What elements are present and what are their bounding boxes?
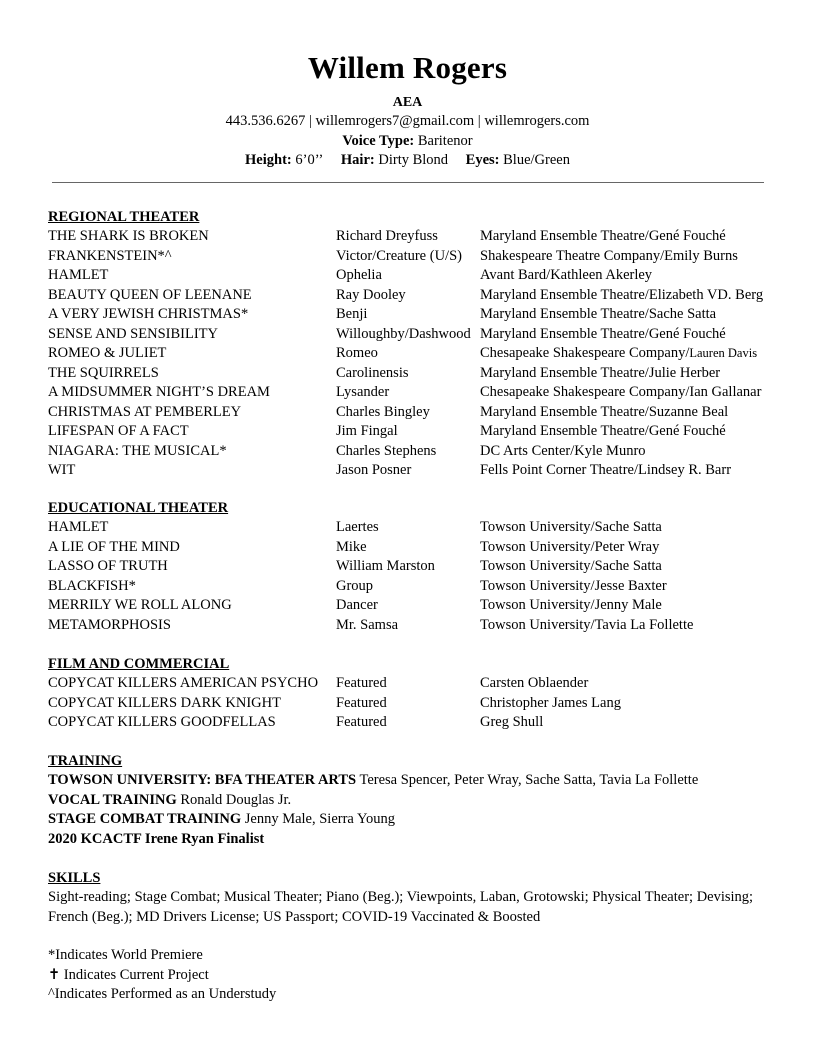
- training-item: [48, 810, 778, 830]
- credit-row: [0, 577, 815, 597]
- skills-text: [48, 888, 778, 927]
- credit-venue: Shakespeare Theatre Company/Emily Burns: [480, 247, 738, 264]
- credit-venue: Fells Point Corner Theatre/Lindsey R. Barr: [480, 462, 732, 478]
- credit-role: Richard Dreyfuss: [336, 228, 438, 244]
- credit-show: A LIE OF THE MIND: [48, 538, 180, 555]
- credit-show: BLACKFISH*: [48, 577, 136, 594]
- resume-name: Willem Rogers: [307, 50, 508, 85]
- credit-venue: Towson University/Jesse Baxter: [480, 577, 667, 594]
- skills-line: Sight-reading; Stage Combat; Musical Theater; Piano (Beg.); Viewpoints, Laban, Grotowski; Physical Theater; Devising;: [48, 889, 754, 905]
- credit-show: SENSE AND SENSIBILITY: [48, 325, 218, 342]
- credit-venue: Towson University/Sache Satta: [480, 558, 662, 574]
- credit-show: WIT: [48, 462, 76, 478]
- credit-role: Romeo: [336, 345, 378, 361]
- credit-venue: Maryland Ensemble Theatre/Elizabeth VD. Berg: [480, 286, 764, 303]
- hair-label: Hair:: [340, 152, 375, 168]
- educational-theater-list: [0, 518, 815, 635]
- note-current-project: ✝ Indicates Current Project: [48, 966, 209, 983]
- credit-venue: Towson University/Peter Wray: [480, 538, 660, 555]
- voice-type: [0, 132, 815, 151]
- credit-role: Mike: [336, 538, 367, 555]
- credit-show: THE SHARK IS BROKEN: [48, 228, 209, 244]
- film-commercial-list: [0, 674, 815, 733]
- credit-row: [0, 538, 815, 558]
- credit-venue: Greg Shull: [480, 714, 544, 730]
- credit-role: Featured: [336, 694, 387, 711]
- regional-theater-list: [0, 227, 815, 481]
- credit-row: [0, 422, 815, 442]
- credit-role: Benji: [336, 306, 368, 322]
- credit-venue: Maryland Ensemble Theatre/Julie Herber: [480, 364, 721, 381]
- credit-show: HAMLET: [48, 267, 109, 283]
- credit-venue: Carsten Oblaender: [480, 675, 589, 691]
- credit-venue: Avant Bard/Kathleen Akerley: [480, 267, 653, 283]
- eyes-value: Blue/Green: [503, 152, 570, 168]
- legend-notes: [48, 946, 778, 1005]
- credit-role: Jason Posner: [336, 462, 412, 478]
- physical-stats: [0, 151, 815, 170]
- credit-venue: Towson University/Tavia La Follette: [480, 616, 694, 633]
- credit-show: COPYCAT KILLERS DARK KNIGHT: [48, 694, 281, 711]
- training-heading: TRAINING: [48, 753, 123, 769]
- credit-venue: Maryland Ensemble Theatre/Sache Satta: [480, 306, 717, 322]
- credit-row: [0, 266, 815, 286]
- credit-role: Charles Stephens: [336, 442, 437, 459]
- credit-show: BEAUTY QUEEN OF LEENANE: [48, 286, 252, 303]
- credit-row: [0, 596, 815, 616]
- training-item: [48, 830, 778, 850]
- credit-venue: Chesapeake Shakespeare Company/Ian Gallanar: [480, 384, 762, 400]
- credit-row: [0, 616, 815, 636]
- credit-role: William Marston: [336, 558, 435, 574]
- film-commercial-heading: FILM AND COMMERCIAL: [48, 656, 230, 672]
- credit-row: [0, 227, 815, 247]
- training-item-label: 2020 KCACTF Irene Ryan Finalist: [48, 830, 265, 847]
- credit-show: NIAGARA: THE MUSICAL*: [48, 442, 227, 459]
- skills-heading: SKILLS: [48, 870, 101, 886]
- regional-theater-heading: REGIONAL THEATER: [48, 209, 200, 225]
- training-item-text: Teresa Spencer, Peter Wray, Sache Satta, Tavia La Follette: [356, 772, 699, 788]
- credit-show: A MIDSUMMER NIGHT’S DREAM: [48, 384, 270, 400]
- credit-row: [0, 557, 815, 577]
- credit-row: [0, 403, 815, 423]
- credit-role: Jim Fingal: [336, 423, 398, 439]
- credit-role: Lysander: [336, 384, 390, 400]
- credit-row: [0, 713, 815, 733]
- credit-venue: Maryland Ensemble Theatre/Gené Fouché: [480, 423, 726, 439]
- credit-role: Ray Dooley: [336, 286, 406, 303]
- credit-role: Willoughby/Dashwood: [336, 325, 471, 342]
- credit-venue-company: Chesapeake Shakespeare Company/: [480, 345, 690, 361]
- credit-show: COPYCAT KILLERS GOODFELLAS: [48, 714, 276, 730]
- credit-venue: DC Arts Center/Kyle Munro: [480, 442, 646, 459]
- credit-show: ROMEO & JULIET: [48, 345, 167, 361]
- training-list: [48, 771, 778, 849]
- credit-show: CHRISTMAS AT PEMBERLEY: [48, 403, 242, 420]
- credit-show: THE SQUIRRELS: [48, 364, 159, 381]
- credit-venue: Christopher James Lang: [480, 694, 621, 711]
- credit-role: Mr. Samsa: [336, 616, 399, 633]
- credit-row: [0, 518, 815, 538]
- credit-role: Ophelia: [336, 267, 382, 283]
- credit-row: [0, 442, 815, 462]
- credit-venue: Towson University/Sache Satta: [480, 519, 662, 535]
- note-understudy: ^Indicates Performed as an Understudy: [48, 986, 277, 1002]
- height-label: Height:: [245, 152, 292, 168]
- credit-row: [0, 325, 815, 345]
- credit-row: [0, 344, 815, 364]
- credit-venue-director: Lauren Davis: [689, 346, 758, 360]
- training-item-text: Ronald Douglas Jr.: [176, 791, 292, 808]
- credit-show: HAMLET: [48, 519, 109, 535]
- credit-venue: Towson University/Jenny Male: [480, 597, 662, 613]
- credit-show: LASSO OF TRUTH: [48, 558, 168, 574]
- header-divider: [52, 182, 764, 183]
- voice-type-value: Baritenor: [417, 133, 473, 149]
- credit-show: MERRILY WE ROLL ALONG: [48, 597, 232, 613]
- training-item-label: VOCAL TRAINING: [48, 791, 177, 808]
- credit-row: [0, 383, 815, 403]
- training-item: [48, 771, 778, 791]
- training-item-label: TOWSON UNIVERSITY: BFA THEATER ARTS: [48, 772, 357, 788]
- contact-info: 443.536.6267 | willemrogers7@gmail.com | willemrogers.com: [225, 113, 590, 129]
- credit-show: FRANKENSTEIN*^: [48, 247, 172, 264]
- credit-venue: Maryland Ensemble Theatre/Gené Fouché: [480, 228, 726, 244]
- credit-row: [0, 247, 815, 267]
- credit-role: Victor/Creature (U/S): [336, 247, 462, 264]
- credit-venue: [480, 344, 757, 364]
- height-value: 6’0’’: [295, 152, 324, 168]
- educational-theater-heading: EDUCATIONAL THEATER: [48, 500, 229, 516]
- credit-row: [0, 305, 815, 325]
- training-item: [48, 791, 778, 811]
- credit-show: A VERY JEWISH CHRISTMAS*: [48, 306, 249, 322]
- credit-venue: Maryland Ensemble Theatre/Gené Fouché: [480, 325, 726, 342]
- credit-show: LIFESPAN OF A FACT: [48, 423, 189, 439]
- credit-role: Featured: [336, 675, 387, 691]
- credit-role: Group: [336, 577, 374, 594]
- eyes-label: Eyes:: [465, 152, 500, 168]
- credit-role: Featured: [336, 714, 387, 730]
- voice-type-label: Voice Type:: [342, 133, 415, 149]
- training-item-text: Jenny Male, Sierra Young: [241, 811, 395, 827]
- credit-show: COPYCAT KILLERS AMERICAN PSYCHO: [48, 675, 319, 691]
- credit-row: [0, 674, 815, 694]
- credit-show: METAMORPHOSIS: [48, 616, 171, 633]
- credit-role: Carolinensis: [336, 364, 409, 381]
- credit-row: [0, 286, 815, 306]
- credit-row: [0, 364, 815, 384]
- credit-role: Dancer: [336, 597, 378, 613]
- note-world-premiere: *Indicates World Premiere: [48, 947, 203, 963]
- credit-venue: Maryland Ensemble Theatre/Suzanne Beal: [480, 403, 729, 420]
- credit-role: Charles Bingley: [336, 403, 430, 420]
- skills-line: French (Beg.); MD Drivers License; US Passport; COVID-19 Vaccinated & Boosted: [48, 908, 541, 925]
- training-item-label: STAGE COMBAT TRAINING: [48, 811, 242, 827]
- credit-row: [0, 694, 815, 714]
- credit-role: Laertes: [336, 519, 379, 535]
- hair-value: Dirty Blond: [378, 152, 449, 168]
- union-affiliation: AEA: [392, 95, 423, 110]
- credit-row: [0, 461, 815, 481]
